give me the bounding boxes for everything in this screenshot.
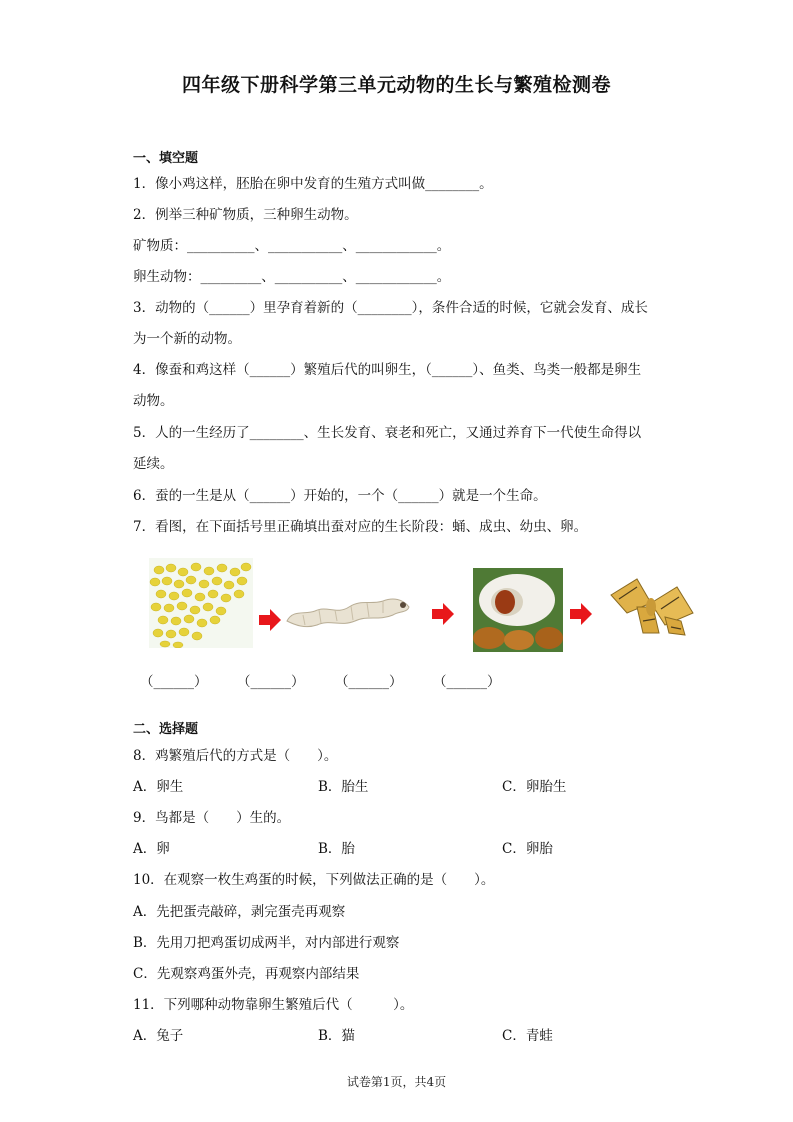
q10-option-b[interactable]: B．先用刀把鸡蛋切成两半，对内部进行观察 xyxy=(133,935,400,951)
question-2-minerals: 矿物质：__________、___________、____________。 xyxy=(133,238,451,254)
blank-moth[interactable]: （______） xyxy=(433,674,501,690)
q10-option-a[interactable]: A．先把蛋壳敲碎，剥完蛋壳再观察 xyxy=(133,904,346,920)
question-8: 8．鸡繁殖后代的方式是（ ）。 xyxy=(133,748,338,764)
question-10: 10．在观察一枚生鸡蛋的时候，下列做法正确的是（ ）。 xyxy=(133,872,495,888)
q11-option-c[interactable]: C．青蛙 xyxy=(502,1028,553,1044)
blank-larva[interactable]: （______） xyxy=(237,674,305,690)
q9-option-c[interactable]: C．卵胎 xyxy=(502,841,553,857)
q8-option-b[interactable]: B．胎生 xyxy=(318,779,369,795)
q11-option-b[interactable]: B．猫 xyxy=(318,1028,355,1044)
question-9: 9．鸟都是（ ）生的。 xyxy=(133,810,291,826)
q11-option-a[interactable]: A．兔子 xyxy=(133,1028,184,1044)
silkworm-larva-image xyxy=(283,585,411,635)
question-4: 4．像蚕和鸡这样（______）繁殖后代的叫卵生，（______）、鱼类、鸟类一般都是卵生 xyxy=(133,362,642,378)
question-4-cont: 动物。 xyxy=(133,393,174,409)
blank-eggs[interactable]: （______） xyxy=(140,674,208,690)
question-1: 1．像小鸡这样，胚胎在卵中发育的生殖方式叫做________。 xyxy=(133,176,493,192)
arrow-right-icon xyxy=(259,609,281,635)
q8-option-a[interactable]: A．卵生 xyxy=(133,779,184,795)
question-7: 7．看图，在下面括号里正确填出蚕对应的生长阶段：蛹、成虫、幼虫、卵。 xyxy=(133,519,588,535)
arrow-right-icon xyxy=(432,603,454,629)
section-heading-multiple-choice: 二、选择题 xyxy=(133,722,199,737)
arrow-right-icon xyxy=(570,603,592,629)
question-11: 11．下列哪种动物靠卵生繁殖后代（ ）。 xyxy=(133,997,414,1013)
q9-option-b[interactable]: B．胎 xyxy=(318,841,355,857)
silkworm-cocoon-pupa-image xyxy=(473,568,563,652)
silkworm-moth-image xyxy=(607,573,695,637)
q9-option-a[interactable]: A．卵 xyxy=(133,841,170,857)
q8-option-c[interactable]: C．卵胎生 xyxy=(502,779,567,795)
question-3: 3．动物的（______）里孕育着新的（________），条件合适的时候，它就会发育、成长 xyxy=(133,300,648,316)
q10-option-c[interactable]: C．先观察鸡蛋外壳，再观察内部结果 xyxy=(133,966,360,982)
section-heading-fill-blank: 一、填空题 xyxy=(133,151,199,166)
page-footer: 试卷第1页，共4页 xyxy=(346,1075,447,1089)
page-title: 四年级下册科学第三单元动物的生长与繁殖检测卷 xyxy=(181,74,611,96)
question-2: 2．例举三种矿物质，三种卵生动物。 xyxy=(133,207,358,223)
question-3-cont: 为一个新的动物。 xyxy=(133,331,241,347)
question-6: 6．蚕的一生是从（______）开始的，一个（______）就是一个生命。 xyxy=(133,488,547,504)
question-5: 5．人的一生经历了________、生长发育、衰老和死亡，又通过养育下一代使生命得以 xyxy=(133,425,642,441)
blank-pupa[interactable]: （______） xyxy=(335,674,403,690)
silkworm-eggs-image xyxy=(149,558,253,648)
question-5-cont: 延续。 xyxy=(133,456,174,472)
question-2-oviparous: 卵生动物：_________、__________、____________。 xyxy=(133,269,451,285)
